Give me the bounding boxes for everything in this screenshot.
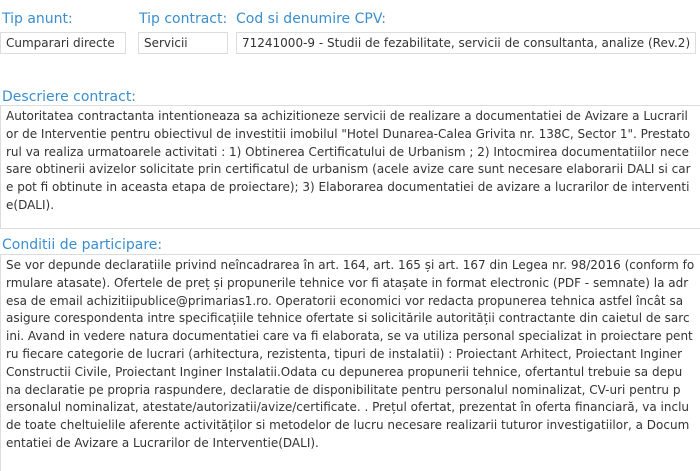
tip-contract-field: Servicii [138, 32, 228, 54]
conditii-participare-label: Conditii de participare: [2, 237, 163, 253]
cpv-field: 71241000-9 - Studii de fezabilitate, servicii de consultanta, analize (Rev.2) [236, 32, 696, 54]
conditii-line: ini. Avand in vedere natura documentatiei care va fi elaborata, se va utiliza personal specializat in proiectare pent [6, 329, 693, 344]
tip-anunt-field: Cumparari directe [0, 32, 126, 54]
conditii-line: asigure corespondenta intre specificațiile tehnice ofertate si solicitările autorității contractante din caietul de sarc [6, 311, 690, 326]
descriere-line: or de Interventie pentru obiectivul de investitii imobilul "Hotel Dunarea-Calea Grivita nr. 138C, Sector 1". Prestato [6, 126, 691, 141]
descriere-line: rul va realiza urmatoarele activitati : 1) Obtinerea Certificatului de Urbanism ; 2) Intocmirea documentatiilor nece [6, 144, 690, 159]
conditii-line: esa de email achizitiipublice@primarias1.ro. Operatorii economici vor redacta propunerea tehnica astfel încât sa [6, 293, 684, 308]
tip-contract-label: Tip contract: [139, 11, 228, 27]
conditii-line: na declaratie pe propria raspundere, declaratie de disponibilitate pentru personalul nominalizat, CV-uri pentru p [6, 382, 681, 397]
conditii-line: Constructii Civile, Proiectant Inginer Instalatii.Odata cu depunerea propunerii tehnice, ofertantul trebuie sa depu [6, 364, 683, 379]
descriere-line: e(DALI). [6, 197, 55, 212]
conditii-participare-box [0, 254, 700, 471]
conditii-line: Se vor depunde declaratiile privind neîncadrarea în art. 164, art. 165 și art. 167 din Legea nr. 98/2016 (conform fo [6, 258, 695, 272]
descriere-contract-box [0, 105, 700, 229]
descriere-line: sare obtinerii avizelor solicitate prin certificatul de urbanism (acele avize care sunt necesare elaborarii DALI si car [6, 162, 691, 177]
descriere-line: e pot fi obtinute in aceasta etapa de proiectare); 3) Elaborarea documentatiei de avizare a lucrarilor de interventi [6, 180, 690, 195]
conditii-line: ersonalul nominalizat, atestate/autorizatii/avize/certificate. . Prețul ofertat, prezentat în oferta financiară, va inclu [6, 400, 690, 415]
conditii-line: ru fiecare categorie de lucrari (arhitectura, rezistenta, tipuri de instalatii) : Proiectant Arhitect, Proiectant Inginer [6, 346, 683, 361]
descriere-line: Autoritatea contractanta intentioneaza sa achizitioneze servicii de realizare a documentatiei de Avizare a Lucraril [6, 109, 688, 123]
tip-anunt-label: Tip anunt: [2, 11, 73, 27]
descriere-contract-label: Descriere contract: [2, 89, 137, 105]
conditii-line: entatiei de Avizare a Lucrarilor de Interventie(DALI). [6, 435, 319, 450]
conditii-line: de toate cheltuielile aferente activităților si metodelor de lucru necesare realizarii tuturor investigatiilor, a Docum [6, 418, 690, 433]
cpv-label: Cod si denumire CPV: [236, 11, 386, 27]
conditii-line: rmulare atasate). Ofertele de preț și propunerile tehnice vor fi atașate in format electronic (PDF - semnate) la adr [6, 275, 689, 290]
